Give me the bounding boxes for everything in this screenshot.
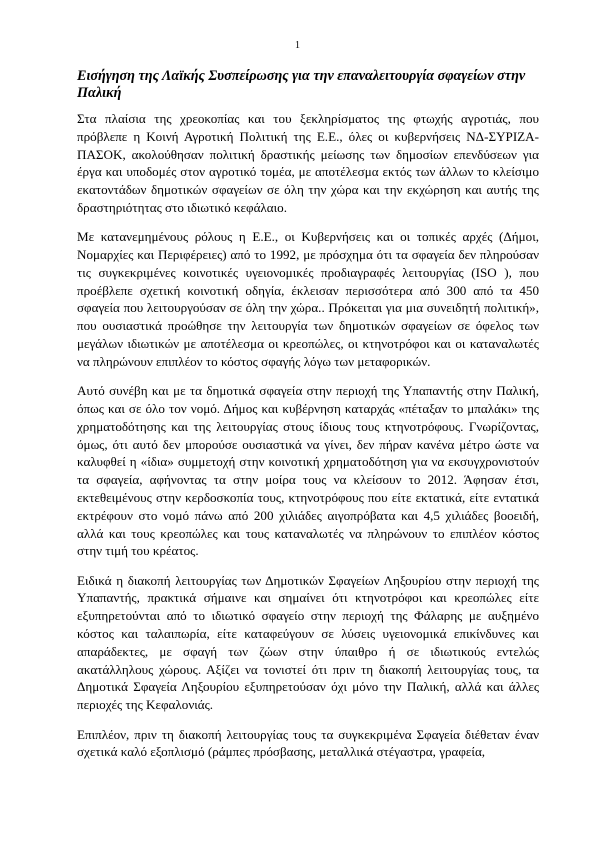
paragraph-1: Στα πλαίσια της χρεοκοπίας και του ξεκληρίσματος της φτωχής αγροτιάς, που πρόβλεπε η Κοινή Αγροτική Πολιτική της Ε.Ε., όλες οι κυβερνήσεις ΝΔ-ΣΥΡΙΖΑ-ΠΑΣΟΚ, ακολούθησαν πολιτική δραστικής μείωσης των δημοσίων επενδύσεων για έργα και υποδομές στον αγροτικό τομέα, με αποτέλεσμα εκτός των άλλων το κλείσιμο εκατοντάδων δημοτικών σφαγείων σε όλη την χώρα και την εκχώρηση και αυτής της δραστηριότητας στο ιδιωτικό κεφάλαιο. [77, 111, 539, 215]
paragraph-5: Επιπλέον, πριν τη διακοπή λειτουργίας τους τα συγκεκριμένα Σφαγεία διέθεταν έναν σχετικά καλό εξοπλισμό (ράμπες πρόσβασης, μεταλλικά στέγαστρα, γραφεία, [77, 726, 539, 760]
page-number: 1 [295, 40, 300, 51]
document-body [77, 110, 539, 761]
paragraph-2: Με κατανεμημένους ρόλους η Ε.Ε., οι Κυβερνήσεις και οι τοπικές αρχές (Δήμοι, Νομαρχίες και Περιφέρειες) από το 1992, με πρόσχημα ότι τα σφαγεία δεν πληρούσαν τις συγκεκριμένες κοινοτικές υγειονομικές προδιαγραφές λειτουργίας (ISO ), που προέβλεπε σχετική κοινοτική οδηγία, έκλεισαν περισσότερα από 300 από τα 450 σφαγεία που λειτουργούσαν σε όλη την χώρα.. Πρόκειται για μια συνειδητή πολιτική», που ουσιαστικά προώθησε την λειτουργία των δημοτικών σφαγείων σε όφελος των μεγάλων ιδιωτικών με αποτέλεσμα οι κρεοπώλες, οι κτηνοτρόφοι και οι καταναλωτές να πληρώνουν επιπλέον το κόστος σφαγής λόγω των μεταφορικών. [77, 229, 539, 369]
paragraph-3: Αυτό συνέβη και με τα δημοτικά σφαγεία στην περιοχή της Υπαπαντής στην Παλική, όπως και σε όλο τον νομό. Δήμος και κυβέρνηση καταρχάς «πέταξαν το μπαλάκι» της χρηματοδότησης και της λειτουργίας στους ίδιους τους κτηνοτρόφους. Γνωρίζοντας, όμως, ότι αυτό δεν μπορούσε ουσιαστικά να γίνει, δεν πήραν κανένα μέτρο ώστε να καλυφθεί η «ίδια» συμμετοχή στην κοινοτική χρηματοδότηση για να εκσυγχρονιστούν τα σφαγεία, αφήνοντας τα στην μοίρα τους να κλείσουν το 2012. Άφησαν έτσι, εκτεθειμένους στην κερδοσκοπία τους, κτηνοτρόφους που είτε εκτατικά, είτε εντατικά εκτρέφουν στο νομό πάνω από 200 χιλιάδες αιγοπρόβατα και 4,5 χιλιάδες βοοειδή, αλλά και τους κρεοπώλες και τους καταναλωτές να πληρώνουν το επιπλέον κόστος στην τιμή του κρέατος. [77, 383, 539, 559]
paragraph-4: Ειδικά η διακοπή λειτουργίας των Δημοτικών Σφαγείων Ληξουρίου στην περιοχή της Υπαπαντής, πρακτικά σήμαινε και σημαίνει ότι κτηνοτρόφοι και κρεοπώλες είτε εξυπηρετούνται από το ιδιωτικό σφαγείο στην περιοχή της Φάλαρης με αυξημένο κόστος και ταλαιπωρία, είτε καταφεύγουν σε λύσεις υγειονομικά επικίνδυνες και απαράδεκτες, με σφαγή των ζώων στην ύπαιθρο ή σε ιδιωτικούς εντελώς ακατάλληλους χώρους. Αξίζει να τονιστεί ότι πριν τη διακοπή λειτουργίας τους, τα Δημοτικά Σφαγεία Ληξουρίου εξυπηρετούσαν όχι μόνο την Παλική, αλλά και άλλες περιοχές της Κεφαλονιάς. [77, 572, 539, 713]
document-title: Εισήγηση της Λαϊκής Συσπείρωσης για την επαναλειτουργία σφαγείων στην Παλική [77, 68, 526, 101]
